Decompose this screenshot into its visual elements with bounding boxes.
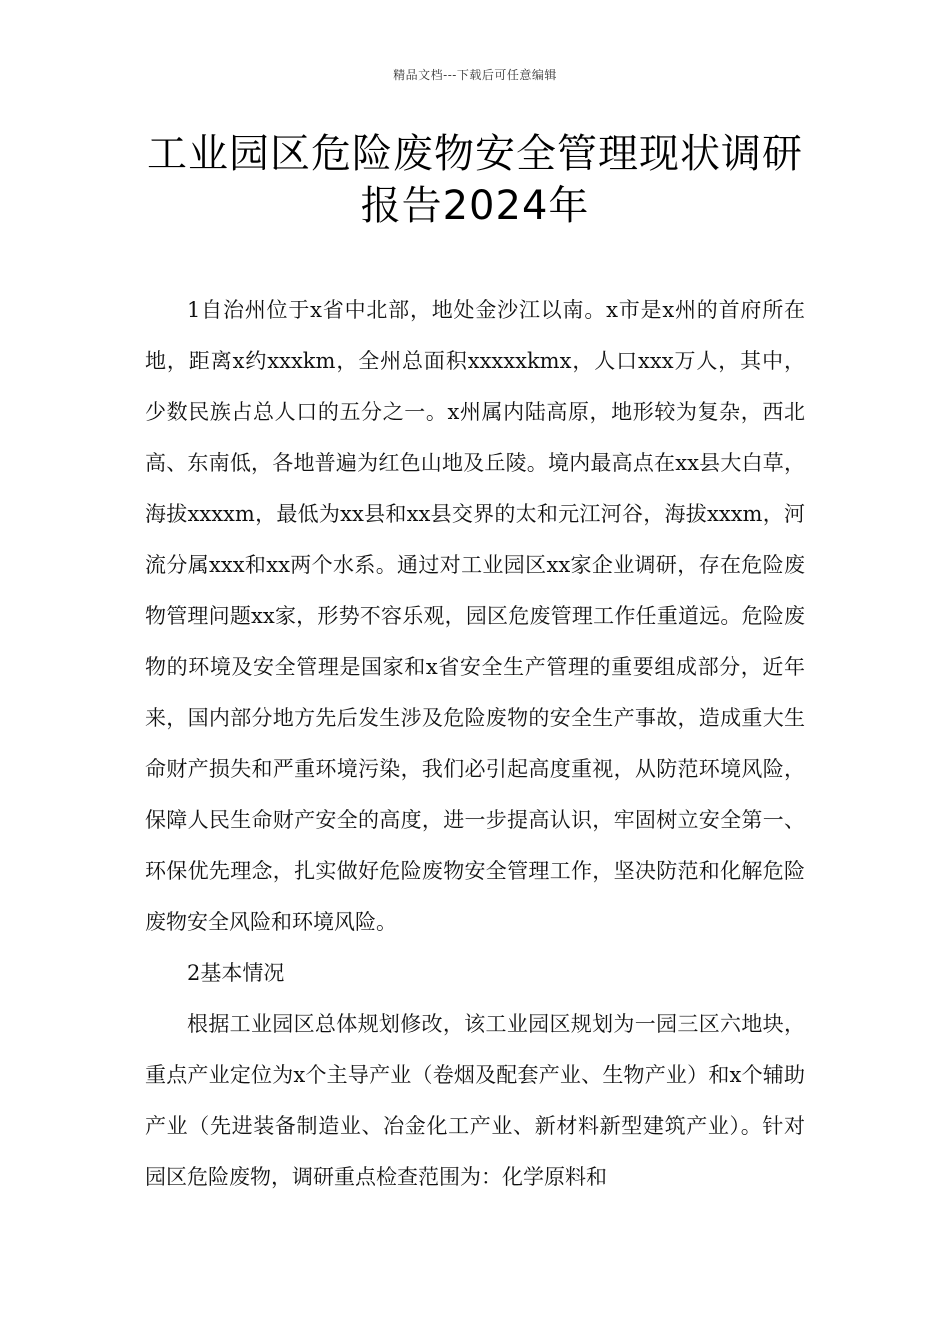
section-heading-basic-situation: 2基本情况: [187, 961, 285, 985]
document-title: 工业园区危险废物安全管理现状调研报告2024年: [147, 131, 803, 229]
document-body: [145, 285, 805, 1203]
body-paragraph-1: 1自治州位于x省中北部，地处金沙江以南。x市是x州的首府所在地，距离x约xxxkm，全州总面积xxxxxkmx，人口xxx万人，其中，少数民族占总人口的五分之一。x州属内陆高原，地形较为复杂，西北高、东南低，各地普遍为红色山地及丘陵。境内最高点在xx县大白草，海拔xxxxm，最低为xx县和xx县交界的太和元江河谷，海拔xxxm，河流分属xxx和xx两个水系。通过对工业园区xx家企业调研，存在危险废物管理问题xx家，形势不容乐观，园区危废管理工作任重道远。危险废物的环境及安全管理是国家和x省安全生产管理的重要组成部分，近年来，国内部分地方先后发生涉及危险废物的安全生产事故，造成重大生命财产损失和严重环境污染，我们必引起高度重视，从防范环境风险，保障人民生命财产安全的高度，进一步提高认识，牢固树立安全第一、环保优先理念，扎实做好危险废物安全管理工作，坚决防范和化解危险废物安全风险和环境风险。: [145, 298, 805, 934]
header-note: 精品文档---下载后可任意编辑: [393, 68, 557, 82]
body-paragraph-2: 根据工业园区总体规划修改，该工业园区规划为一园三区六地块，重点产业定位为x个主导产业（卷烟及配套产业、生物产业）和x个辅助产业（先进装备制造业、冶金化工产业、新材料新型建筑产业）。针对园区危险废物，调研重点检查范围为：化学原料和: [145, 1012, 805, 1189]
